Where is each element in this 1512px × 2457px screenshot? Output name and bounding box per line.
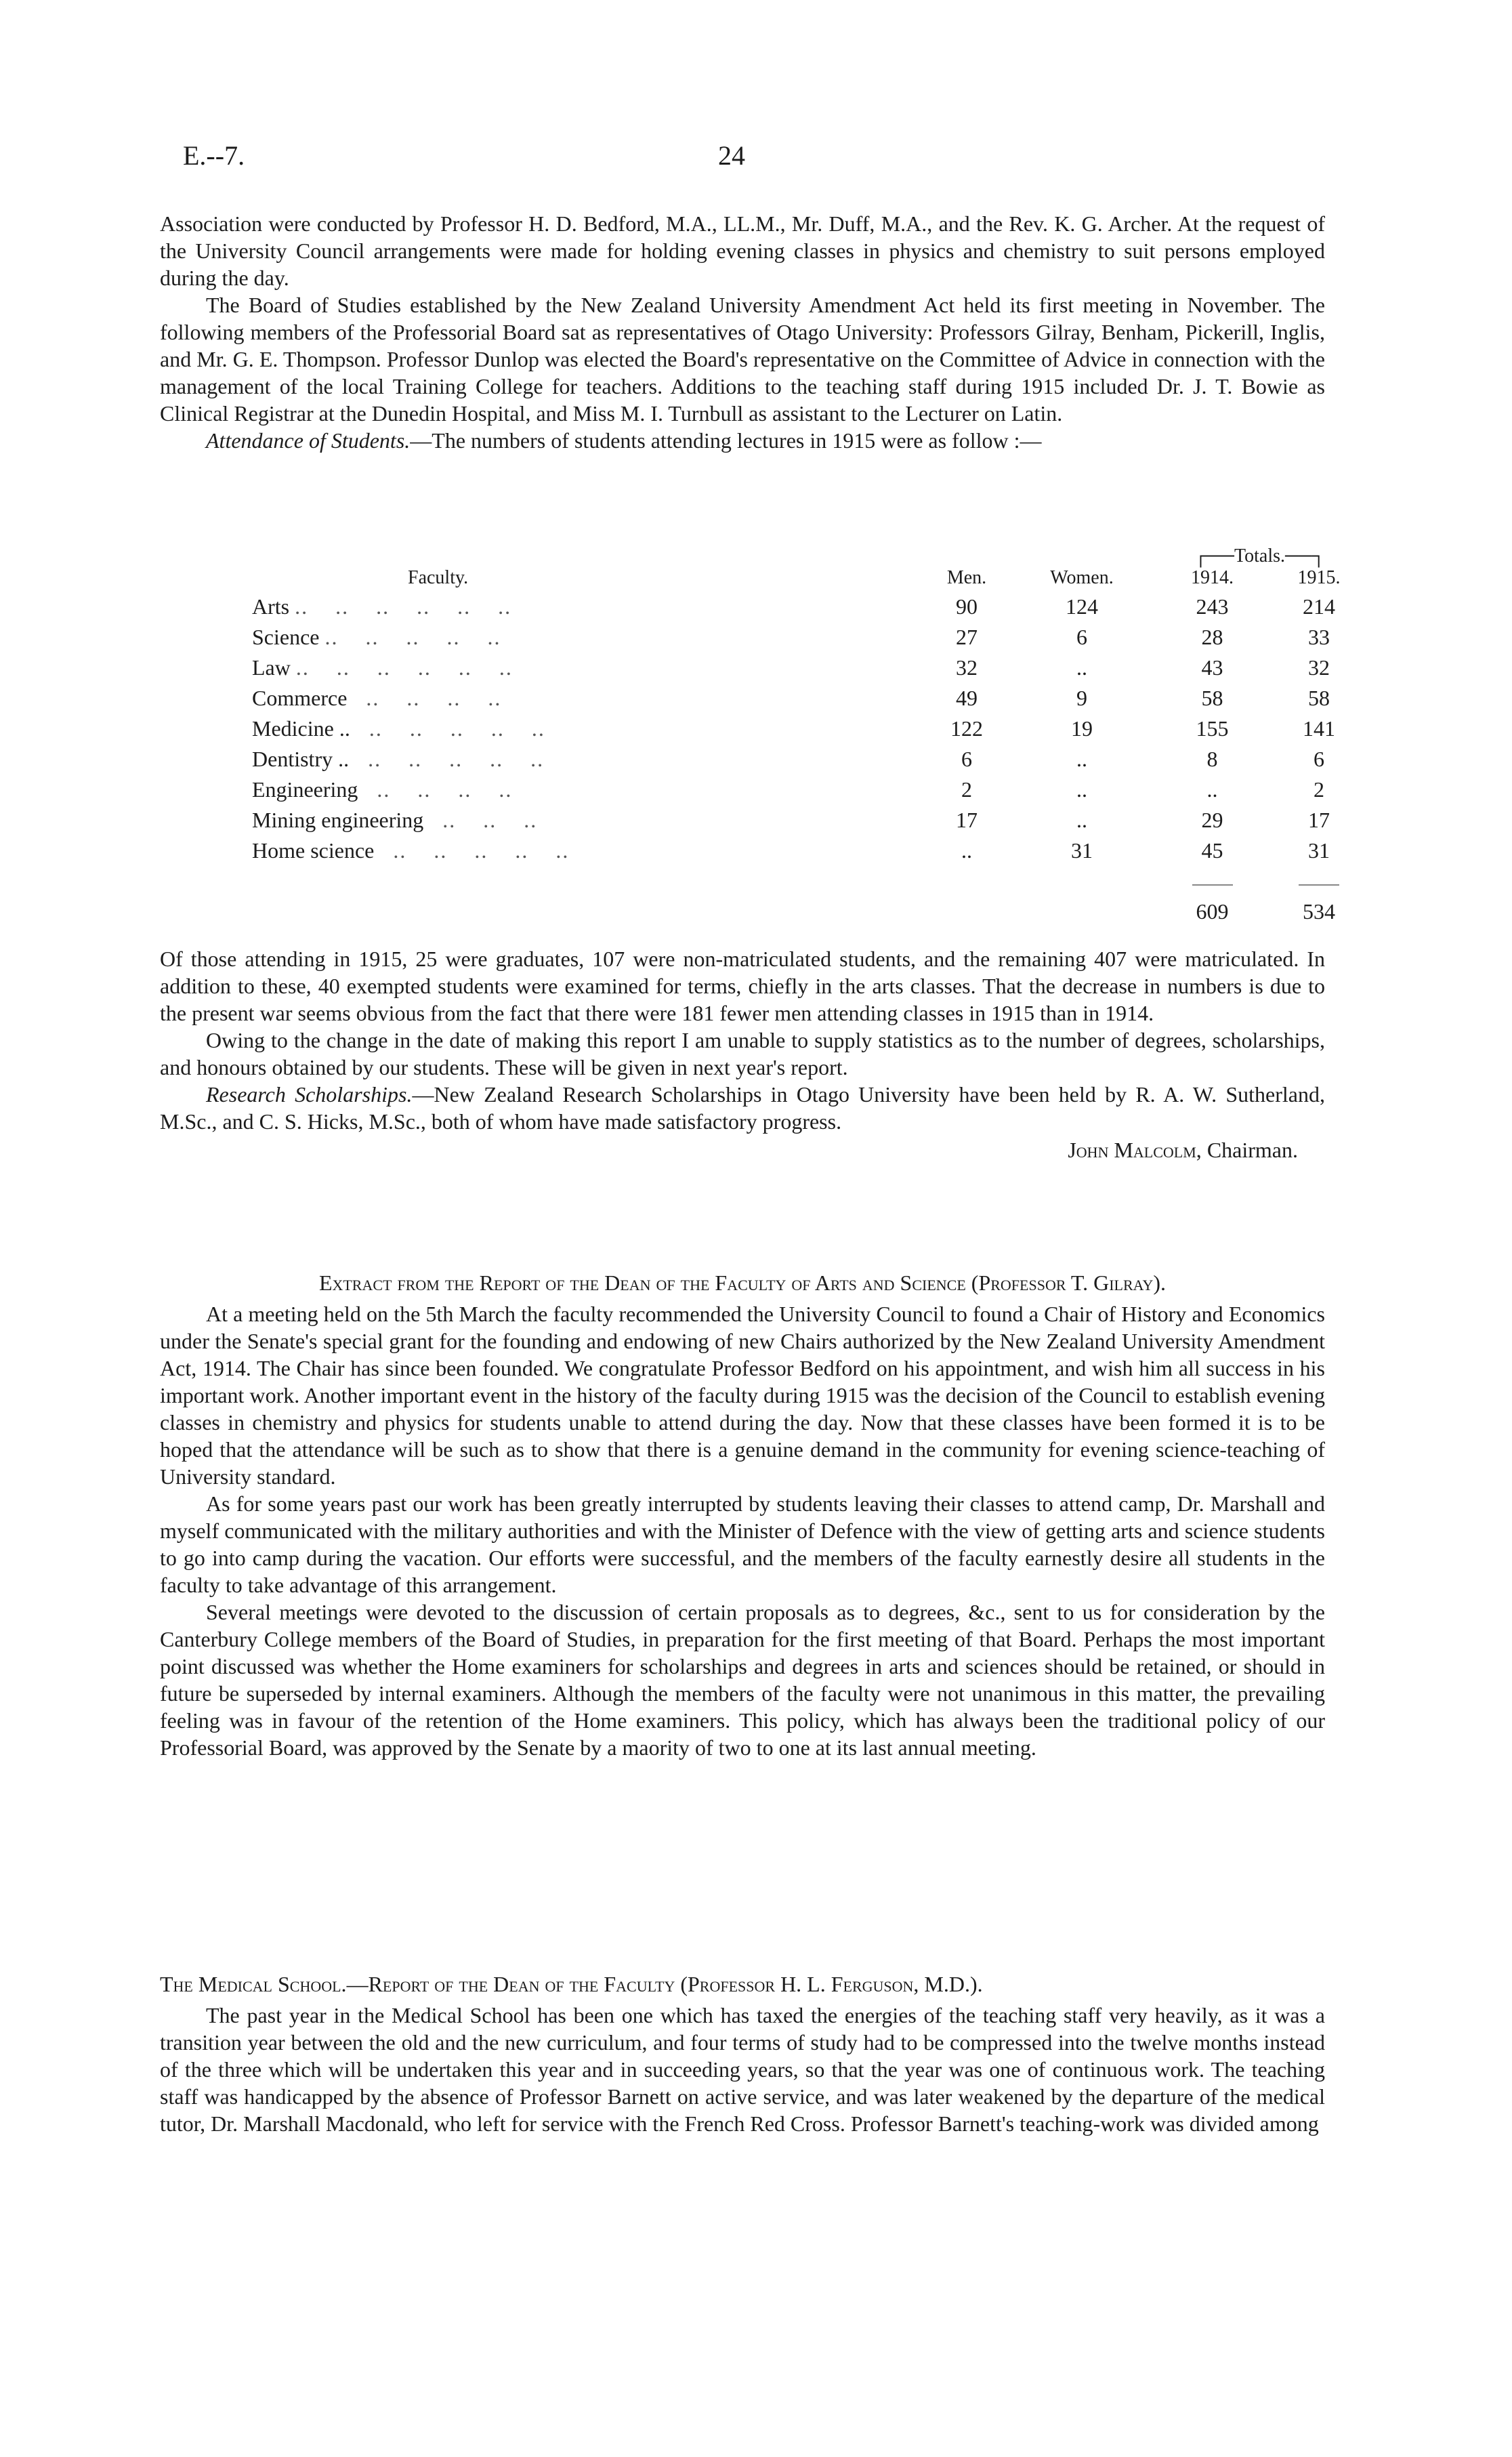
- total-1915-cell: 6: [1314, 747, 1324, 771]
- total-1915-cell: 33: [1308, 625, 1330, 649]
- column-header-1915: 1915.: [1297, 567, 1341, 588]
- document-reference: E.--7.: [183, 140, 245, 171]
- page-number: 24: [718, 140, 745, 171]
- women-cell: 124: [1066, 594, 1098, 619]
- faculty-cell: Medicine .. .. .. .. .. ..: [252, 716, 545, 741]
- paragraph-medical-school: The past year in the Medical School has been one which has taxed the energies of the teaching staff very heavily, as it was a transition year between the old and the new curriculum, and four terms of study had to be compressed into the twelve months instead of the three which will be undertaken this year and in succeeding years, so that the year was one of continuous work. The teaching staff was handicapped by the absence of Professor Barnett on active service, and was later weakened by the departure of the medical tutor, Dr. Marshall Macdonald, who left for service with the French Red Cross. Professor Barnett's teaching-work was divided among: [160, 2003, 1325, 2136]
- total-1915-cell: 58: [1308, 686, 1330, 710]
- table-totals-row: [252, 894, 1366, 924]
- total-1915-cell: 2: [1314, 777, 1324, 802]
- grand-total-1914: 609: [1196, 899, 1229, 924]
- signature: [160, 1136, 1325, 1163]
- faculty-cell: Law .. .. .. .. .. ..: [252, 655, 513, 680]
- column-header-1914: 1914.: [1191, 567, 1234, 588]
- signature-title: Chairman.: [1206, 1138, 1298, 1162]
- paragraph-statistics-note: Owing to the change in the date of making this report I am unable to supply statistics as to the number of degrees, scholarships, and honours obtained by our students. These will be given in next year's report.: [160, 1028, 1325, 1079]
- attendance-table: [252, 545, 1366, 924]
- sum-rule: [1272, 863, 1366, 894]
- table-row: [252, 802, 1366, 833]
- table-row: [252, 741, 1366, 772]
- table-row: [252, 619, 1366, 650]
- men-cell: 17: [956, 808, 978, 832]
- women-cell: 9: [1076, 686, 1087, 710]
- table-row: [252, 680, 1366, 711]
- total-1914-cell: 243: [1196, 594, 1229, 619]
- total-1915-cell: 141: [1303, 716, 1335, 741]
- total-1914-cell: 45: [1201, 838, 1223, 863]
- table-row: [252, 711, 1366, 741]
- total-1914-cell: 43: [1201, 655, 1223, 680]
- table-row: [252, 589, 1366, 619]
- women-cell: ..: [1076, 777, 1087, 802]
- table-row: [252, 833, 1366, 863]
- total-1915-cell: 17: [1308, 808, 1330, 832]
- faculty-cell: Engineering .. .. .. ..: [252, 777, 513, 802]
- sum-rule: [1153, 863, 1272, 894]
- column-header-men: Men.: [946, 567, 987, 588]
- paragraph-association: Association were conducted by Professor H. D. Bedford, M.A., LL.M., Mr. Duff, M.A., and the Rev. K. G. Archer. At the request of the University Council arrangements were made for holding evening classes in physics and chemistry to suit persons employed during the day.: [160, 211, 1325, 290]
- women-cell: 31: [1071, 838, 1093, 863]
- table-rule-row: [252, 863, 1366, 894]
- men-cell: 90: [956, 594, 978, 619]
- total-1915-cell: 32: [1308, 655, 1330, 680]
- total-1914-cell: 28: [1201, 625, 1223, 649]
- medical-school-report-title: —Report of the Dean of the Faculty (Professor H. L. Ferguson, M.D.).: [346, 1972, 983, 1996]
- paragraph-examiners: Several meetings were devoted to the discussion of certain proposals as to degrees, &c., sent to us for consideration by the Canterbury College members of the Board of Studies, in preparation for the first meeting of that Board. Perhaps the most important point discussed was whether the Home examiners for scholarships and degrees in arts and sciences should be retained, or should in future be superseded by internal examiners. Although the members of the faculty were not unanimous in this matter, the prevailing feeling was in favour of the retention of the Home examiners. This policy, which has always been the traditional policy of our Professorial Board, was approved by the Senate by a maority of two to one at its last annual meeting.: [160, 1600, 1325, 1760]
- medical-school-heading: [160, 1970, 1325, 1998]
- total-1914-cell: 155: [1196, 716, 1229, 741]
- column-header-women: Women.: [1050, 567, 1114, 588]
- section-university-report: [160, 210, 1325, 454]
- men-cell: 6: [961, 747, 972, 771]
- paragraph-research-scholarships: [160, 1081, 1325, 1135]
- total-1914-cell: 58: [1201, 686, 1223, 710]
- paragraph-board-of-studies: The Board of Studies established by the New Zealand University Amendment Act held its first meeting in November. The following members of the Professorial Board sat as representatives of Otago University: Professors Gilray, Benham, Pickerill, Inglis, and Mr. G. E. Thompson. Professor Dunlop was elected the Board's representative on the Committee of Advice in connection with the management of the local Training College for teachers. Additions to the teaching staff during 1915 included Dr. J. T. Bowie as Clinical Registrar at the Dunedin Hospital, and Miss M. I. Turnbull as assistant to the Lecturer on Latin.: [160, 293, 1325, 426]
- men-cell: 27: [956, 625, 978, 649]
- faculty-cell: Science .. .. .. .. ..: [252, 625, 501, 649]
- paragraph-graduates: Of those attending in 1915, 25 were graduates, 107 were non-matriculated students, and the remaining 407 were matriculated. In addition to these, 40 exempted students were examined for terms, chiefly in the arts classes. That the decrease in numbers is due to the present war seems obvious from the fact that there were 181 fewer men attending classes in 1915 than in 1914.: [160, 947, 1325, 1025]
- research-subheading: Research Scholarships.: [206, 1082, 413, 1107]
- men-cell: 122: [950, 716, 983, 741]
- paragraph-attendance-intro: [160, 427, 1325, 454]
- attendance-subheading: Attendance of Students.: [206, 428, 411, 453]
- year-headers: [1153, 567, 1366, 589]
- total-1914-cell: 29: [1201, 808, 1223, 832]
- total-1914-cell: ..: [1206, 777, 1218, 802]
- attendance-intro-text: —The numbers of students attending lectures in 1915 were as follow :—: [410, 428, 1042, 453]
- women-cell: ..: [1076, 808, 1087, 832]
- women-cell: ..: [1076, 655, 1087, 680]
- section-statistics: [160, 945, 1325, 1163]
- total-1914-cell: 8: [1206, 747, 1218, 771]
- medical-school-title: The Medical School.: [160, 1972, 347, 1996]
- section-medical-school: [160, 1970, 1325, 2137]
- total-1915-cell: 31: [1308, 838, 1330, 863]
- arts-science-heading: Extract from the Report of the Dean of the Faculty of Arts and Science (Professor T. Gilray).: [318, 1271, 1167, 1295]
- table-header-row: [252, 545, 1366, 589]
- section-arts-science-report: [160, 1269, 1325, 1761]
- men-cell: 32: [956, 655, 978, 680]
- grand-total-1915: 534: [1303, 899, 1335, 924]
- column-header-faculty: Faculty.: [408, 567, 469, 588]
- table-row: [252, 772, 1366, 802]
- signature-name: John Malcolm,: [1068, 1138, 1202, 1162]
- women-cell: ..: [1076, 747, 1087, 771]
- men-cell: ..: [961, 838, 972, 863]
- paragraph-history-chair: At a meeting held on the 5th March the faculty recommended the University Council to found a Chair of History and Economics under the Senate's special grant for the founding and endowing of new Chairs authorized by the New Zealand University Amendment Act, 1914. The Chair has since been founded. We congratulate Professor Bedford on his appointment, and wish him all success in his important work. Another important event in the history of the faculty during 1915 was the decision of the Council to establish evening classes in chemistry and physics for students unable to attend during the day. Now that these classes have been formed it is to be hoped that the attendance will be such as to show that there is a genuine demand in the community for evening science-teaching of University standard.: [160, 1302, 1325, 1489]
- table-row: [252, 650, 1366, 680]
- column-header-totals: [1153, 545, 1366, 589]
- women-cell: 6: [1076, 625, 1087, 649]
- faculty-cell: Commerce .. .. .. ..: [252, 686, 502, 710]
- faculty-cell: Home science .. .. .. .. ..: [252, 838, 570, 863]
- paragraph-camp: As for some years past our work has been greatly interrupted by students leaving their classes to attend camp, Dr. Marshall and myself communicated with the military authorities and with the Minister of Defence with the view of getting arts and science students to go into camp during the vacation. Our efforts were successful, and the members of the faculty earnestly desire all students in the faculty to take advantage of this arrangement.: [160, 1491, 1325, 1597]
- men-cell: 2: [961, 777, 972, 802]
- faculty-cell: Mining engineering .. .. ..: [252, 808, 538, 832]
- faculty-cell: Dentistry .. .. .. .. .. ..: [252, 747, 545, 771]
- men-cell: 49: [956, 686, 978, 710]
- faculty-cell: Arts .. .. .. .. .. ..: [252, 594, 512, 619]
- total-1915-cell: 214: [1303, 594, 1335, 619]
- women-cell: 19: [1071, 716, 1093, 741]
- research-text: —New Zealand Research Scholarships in Otago University have been held by R. A. W. Sutherland, M.Sc., and C. S. Hicks, M.Sc., both of whom have made satisfactory progress.: [160, 1082, 1326, 1134]
- totals-label: ┌──Totals.──┐: [1194, 545, 1326, 566]
